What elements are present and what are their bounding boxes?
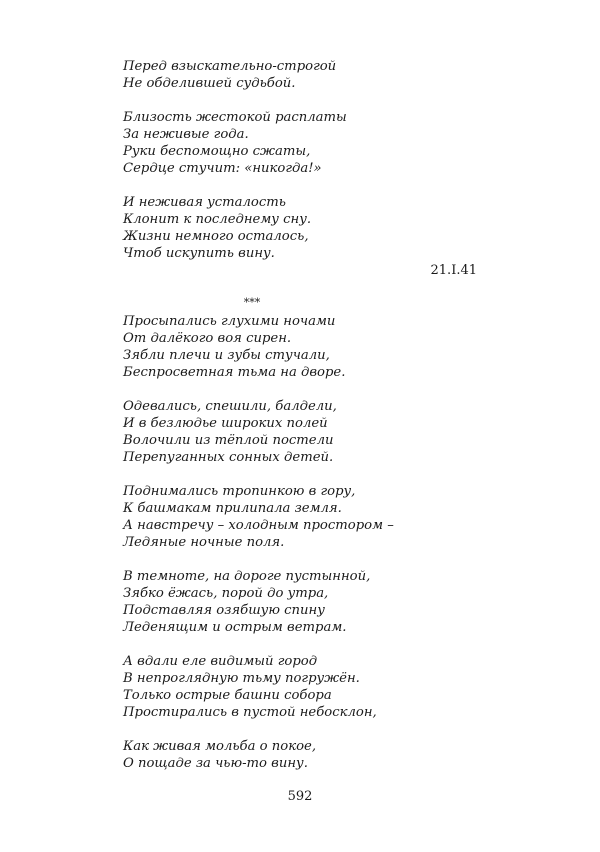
- stanza: [123, 313, 503, 381]
- poem-line: Простирались в пустой небосклон,: [123, 705, 377, 720]
- poem-line: Ледяные ночные поля.: [123, 535, 285, 550]
- stanza: [123, 194, 503, 262]
- poem-line: А навстречу – холодным простором –: [123, 518, 394, 533]
- poem-line: В непроглядную тьму погружён.: [123, 671, 360, 686]
- poem-line: Близость жестокой расплаты: [123, 110, 347, 125]
- poem-line: Подставляя озябшую спину: [123, 603, 325, 618]
- poem-line: Одевались, спешили, балдели,: [123, 399, 337, 414]
- poem-line: В темноте, на дороге пустынной,: [123, 569, 371, 584]
- poem-line: Зябли плечи и зубы стучали,: [123, 348, 330, 363]
- poem-line: Перепуганных сонных детей.: [123, 450, 334, 465]
- poem-line: О пощаде за чью-то вину.: [123, 756, 308, 771]
- poem-line: Просыпались глухими ночами: [123, 314, 336, 329]
- stanza: [123, 58, 503, 92]
- poem-line: Леденящим и острым ветрам.: [123, 620, 347, 635]
- poem-line: От далёкого воя сирен.: [123, 331, 292, 346]
- poem-line: Клонит к последнему сну.: [123, 212, 312, 227]
- section-separator: ***: [243, 296, 261, 309]
- stanza: [123, 109, 503, 177]
- stanza: [123, 653, 503, 721]
- poem-line: К башмакам прилипала земля.: [123, 501, 342, 516]
- poem-line: Как живая мольба о покое,: [123, 739, 317, 754]
- poem-line: Поднимались тропинкою в гору,: [123, 484, 356, 499]
- poem-line: Руки беспомощно сжаты,: [123, 144, 311, 159]
- poem-line: Беспросветная тьма на дворе.: [123, 365, 346, 380]
- poem-line: И неживая усталость: [123, 195, 286, 210]
- stanza: [123, 738, 503, 772]
- stanza: [123, 398, 503, 466]
- page-number: 592: [287, 789, 313, 804]
- poem-line: Чтоб искупить вину.: [123, 246, 275, 261]
- poem-line: А вдали еле видимый город: [123, 654, 318, 669]
- poem-line: За неживые года.: [123, 127, 249, 142]
- poem-line: Перед взыскательно-строгой: [123, 59, 337, 74]
- poem-date: 21.I.41: [430, 263, 477, 278]
- stanza: [123, 568, 503, 636]
- poem-line: Зябко ёжась, порой до утра,: [123, 586, 329, 601]
- poem-line: Сердце стучит: «никогда!»: [123, 161, 322, 176]
- poem-line: И в безлюдье широких полей: [123, 416, 328, 431]
- poem-line: Жизни немного осталось,: [123, 229, 309, 244]
- poem-line: Только острые башни собора: [123, 688, 332, 703]
- stanza: [123, 483, 503, 551]
- poem-line: Волочили из тёплой постели: [123, 433, 334, 448]
- poem-line: Не обделившей судьбой.: [123, 76, 296, 91]
